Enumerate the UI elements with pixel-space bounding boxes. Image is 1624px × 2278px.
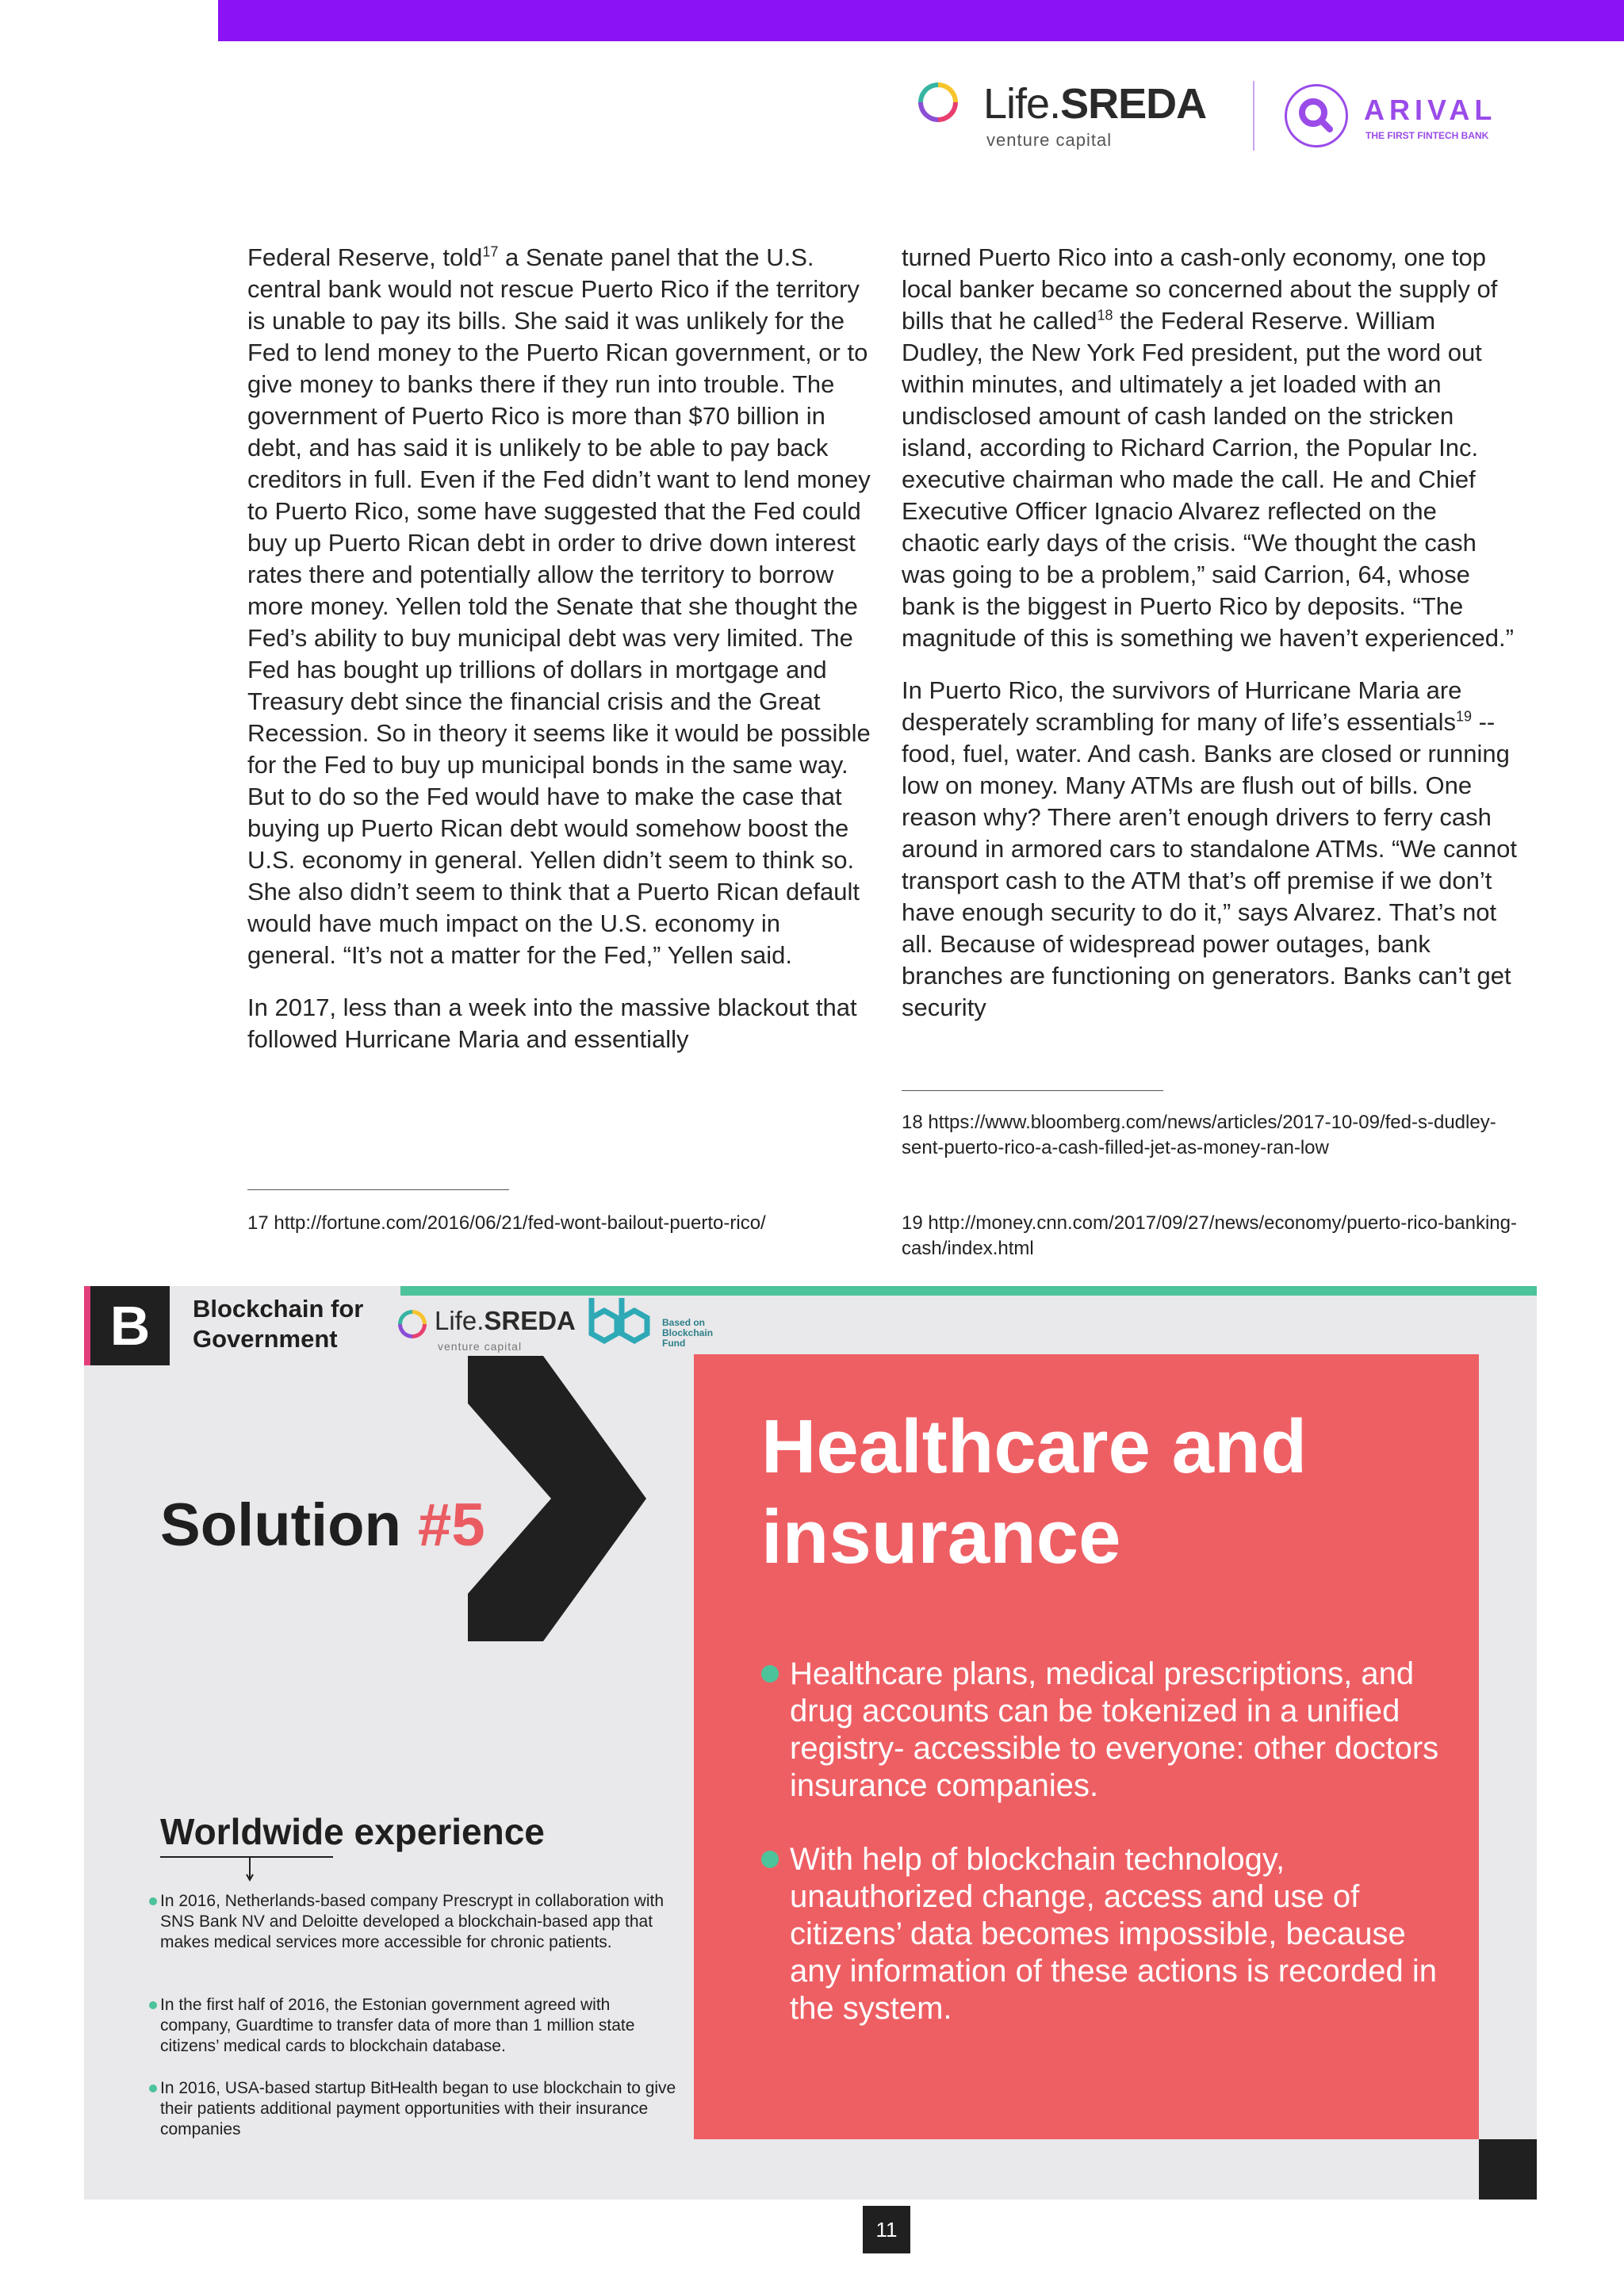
lifesreda-ring-icon [398, 1310, 427, 1338]
chevron-right-icon [468, 1356, 658, 1641]
text-column-left [247, 242, 874, 1076]
corner-square [1479, 2139, 1537, 2200]
arival-subtitle: THE FIRST FINTECH BANK [1365, 130, 1489, 141]
infographic-green-bar [400, 1286, 1537, 1296]
footnote-17: 17 http://fortune.com/2016/06/21/fed-wont-bailout-puerto-rico/ [247, 1212, 766, 1234]
paragraph: turned Puerto Rico into a cash-only economy, one top local banker became so concerned about the supply of bills that he called$^{18}$ the Federal Reserve. William Dudley, the New York Fed president, put the word out within minutes, and ultimately a jet loaded with an undisclosed amount of cash landed on the stricken island, according to Richard Carrion, the Popular Inc. executive chairman who made the call. He and Chief Executive Officer Ignacio Alvarez reflected on the chaotic early days of the crisis. “We thought the cash was going to be a problem,” said Carrion, 64, whose bank is the biggest in Puerto Rico by deposits. “The magnitude of this is something we haven’t experienced.” [902, 243, 1514, 652]
bullet-dot-icon [149, 2001, 157, 2009]
bbf-name: Based on Blockchain Fund [662, 1317, 714, 1349]
lifesreda-name: Life.SREDA [983, 80, 1207, 128]
header-divider [1253, 81, 1254, 151]
lifesreda-logo [918, 79, 1207, 159]
solution-heading: Solution #5 [160, 1491, 485, 1559]
lifesreda-ring-icon [918, 82, 958, 122]
footnote-rule [247, 1189, 509, 1190]
bullet-dot-icon [761, 1665, 779, 1683]
brand-title: Blockchain for Government [193, 1295, 364, 1353]
paragraph: Federal Reserve, told$^{17}$ a Senate panel that the U.S. central bank would not rescue Puerto Rico if the territory is unable to pay its bills. She said it was unlikely for the Fed to lend money to the Puerto Rican government, or to give money to banks there if they run into trouble. The government of Puerto Rico is more than $70 billion in debt, and has said it is unlikely to be able to pay back creditors in full. Even if the Fed didn’t want to lend money to Puerto Rico, some have suggested that the Fed could buy up Puerto Rican debt in order to drive down interest rates there and potentially allow the territory to borrow more money. Yellen told the Senate that she thought the Fed’s ability to buy municipal debt was very limited. The Fed has bought up trillions of dollars in mortgage and Treasury debt since the financial crisis and the Great Recession. So in theory it seems like it would be possible for the Fed to buy up municipal bonds in the same way. But to do so the Fed would have to make the case that buying up Puerto Rican debt would somehow boost the U.S. economy in general. Yellen didn’t seem to think so. She also didn’t seem to think that a Puerto Rican default would have much impact on the U.S. economy in general. “It’s not a matter for the Fed,” Yellen said. [247, 243, 871, 969]
panel-title: Healthcare and insurance [761, 1404, 1308, 1579]
paragraph: In 2017, less than a week into the massive blackout that followed Hurricane Maria and essentially [247, 994, 857, 1053]
bullet-dot-icon [149, 1897, 157, 1905]
blockchain-b-badge: B [84, 1286, 170, 1365]
arrow-down-icon [246, 1858, 254, 1882]
lifesreda-name: Life.SREDA [435, 1306, 576, 1335]
arival-name: ARIVAL [1364, 94, 1497, 126]
page-number: 11 [863, 2206, 910, 2253]
lifesreda-subtitle: venture capital [986, 130, 1113, 150]
worldwide-heading: Worldwide experience [160, 1811, 545, 1852]
list-item: In 2016, Netherlands-based company Prescrypt in collaboration with SNS Bank NV and Deloitte developed a blockchain-based app that makes medical services more accessible for chronic patients. [160, 1891, 684, 1953]
footnote-19: 19 http://money.cnn.com/2017/09/27/news/economy/puerto-rico-banking-cash/index.html [902, 1212, 1517, 1259]
bullet-dot-icon [149, 2085, 157, 2092]
list-item: In the first half of 2016, the Estonian government agreed with company, Guardtime to transfer data of more than 1 million state citizens’ medical cards to blockchain database. [160, 1995, 684, 2057]
list-item: In 2016, USA-based startup BitHealth began to use blockchain to give their patients additional payment opportunities with their insurance companies [160, 2078, 684, 2140]
footnote-ref: 19 [1455, 708, 1472, 725]
arival-search-icon [1285, 84, 1348, 147]
footnote-rule [902, 1090, 1163, 1091]
footnote-18: 18 https://www.bloomberg.com/news/articles/2017-10-09/fed-s-dudley-sent-puerto-rico-a-cash-filled-jet-as-money-ran-low [902, 1112, 1496, 1158]
healthcare-panel [694, 1354, 1479, 2139]
footnote-ref: 18 [1097, 307, 1113, 324]
lifesreda-subtitle: venture capital [438, 1340, 523, 1353]
footnote-ref: 17 [482, 243, 499, 260]
bbf-logo-icon [585, 1296, 657, 1353]
bullet-dot-icon [761, 1851, 779, 1868]
paragraph: In Puerto Rico, the survivors of Hurricane Maria are desperately scrambling for many of life’s essentials$^{19}$ -- food, fuel, water. And cash. Banks are closed or running low on money. Many ATMs are flush out of bills. One reason why? There aren’t enough drivers to ferry cash around in armored cars to standalone ATMs. “We cannot transport cash to the ATM that’s off premise if we don’t have enough security to do it,” says Alvarez. That’s not all. Because of widespread power outages, bank branches are functioning on generators. Banks can’t get security [902, 676, 1517, 1021]
list-item: Healthcare plans, medical prescriptions, and drug accounts can be tokenized in a unified registry- accessible to everyone: other doctors insurance companies. [761, 1656, 1443, 1805]
text-column-right [902, 242, 1520, 1044]
top-accent-bar [218, 0, 1624, 41]
list-item: With help of blockchain technology, unauthorized change, access and use of citizens’ data becomes impossible, because any information of these actions is recorded in the system. [761, 1841, 1443, 2027]
